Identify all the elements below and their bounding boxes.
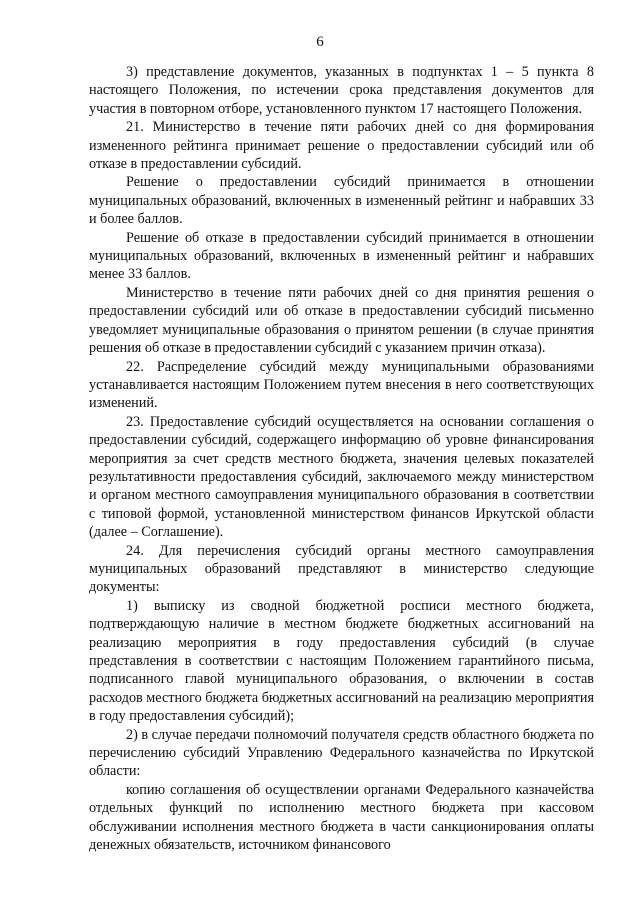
paragraph-subitem-2: 2) в случае передачи полномочий получателя средств областного бюджета по перечислению субсидий Управлению Федерального казначейства по Иркутской области: bbox=[89, 726, 594, 780]
paragraph-notification: Министерство в течение пяти рабочих дней со дня принятия решения о предоставлении субсидий или об отказе в предоставлении субсидий письменно уведомляет муниципальные образования о принятом решении (в случае принятия решения об отказе в предоставлении субсидий с указанием причин отказа). bbox=[89, 284, 594, 357]
paragraph-clause-24: 24. Для перечисления субсидий органы местного самоуправления муниципальных образований представляют в министерство следующие документы: bbox=[89, 542, 594, 596]
paragraph-decision-grant: Решение о предоставлении субсидий принимается в отношении муниципальных образований, включенных в измененный рейтинг и набравших 33 и более баллов. bbox=[89, 174, 594, 228]
paragraph-decision-refusal: Решение об отказе в предоставлении субсидий принимается в отношении муниципальных образований, включенных в измененный рейтинг и набравших менее 33 баллов. bbox=[89, 229, 594, 283]
document-body bbox=[89, 63, 594, 854]
paragraph-clause-22: 22. Распределение субсидий между муниципальными образованиями устанавливается настоящим Положением путем внесения в него соответствующих изменений. bbox=[89, 358, 594, 412]
paragraph-item-3: 3) представление документов, указанных в подпунктах 1 – 5 пункта 8 настоящего Положения, по истечении срока представления документов для участия в повторном отборе, установленного пунктом 17 настоящего Положения. bbox=[89, 64, 594, 117]
paragraph-clause-21: 21. Министерство в течение пяти рабочих дней со дня формирования измененного рейтинга принимает решение о предоставлении субсидий или об отказе в предоставлении субсидий. bbox=[89, 119, 594, 173]
paragraph-clause-23: 23. Предоставление субсидий осуществляется на основании соглашения о предоставлении субсидий, содержащего информацию об уровне финансирования мероприятия за счет средств местного бюджета, значения целевых показателей результативности предоставления субсидий, заключаемого между министерством и органом местного самоуправления муниципального образования в соответствии с типовой формой, установленной министерством финансов Иркутской области (далее – Соглашение). bbox=[89, 413, 594, 541]
paragraph-agreement-copy: копию соглашения об осуществлении органами Федерального казначейства отдельных функций по исполнению местного бюджета при кассовом обслуживании исполнения местного бюджета в части санкционирования оплаты денежных обязательств, источником финансового bbox=[89, 781, 594, 854]
page-number: 6 bbox=[316, 34, 324, 50]
paragraph-subitem-1: 1) выписку из сводной бюджетной росписи местного бюджета, подтверждающую наличие в местном бюджете бюджетных ассигнований на реализацию мероприятия в году предоставления субсидий (в случае представления в соответствии с настоящим Положением гарантийного письма, подписанного главой муниципального образования, о включении в состав расходов местного бюджета бюджетных ассигнований на реализацию мероприятия в году предоставления субсидий); bbox=[89, 597, 594, 725]
